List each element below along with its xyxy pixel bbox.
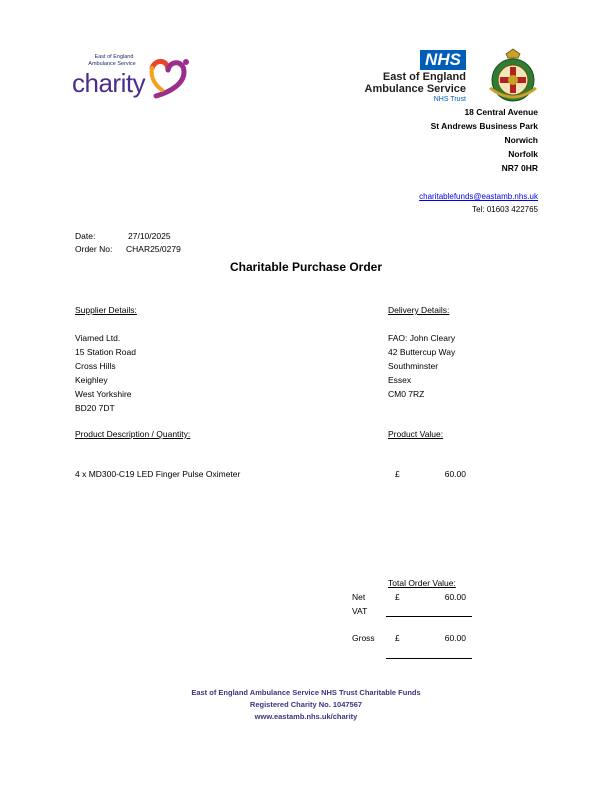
ambulance-crest-icon: [484, 48, 542, 104]
delivery-line: 42 Buttercup Way: [388, 347, 456, 357]
document-title: Charitable Purchase Order: [229, 260, 383, 274]
charity-logo-org-line1: East of England: [94, 54, 134, 60]
sender-address-line: NR7 0HR: [501, 163, 538, 173]
footer-line: www.eastamb.nhs.uk/charity: [254, 712, 358, 721]
charity-logo-wordmark: charity: [72, 68, 146, 98]
total-order-value-heading: Total Order Value:: [388, 578, 456, 588]
vat-label: VAT: [352, 606, 368, 616]
delivery-line: Essex: [388, 375, 412, 385]
nhs-trust-label: NHS Trust: [433, 96, 466, 103]
sender-address-line: Norwich: [504, 135, 538, 145]
sender-address-line: Norfolk: [508, 149, 538, 159]
net-value: 60.00: [444, 592, 466, 602]
gross-currency: £: [395, 633, 400, 643]
delivery-line: CM0 7RZ: [388, 389, 425, 399]
charity-logo-org-line2: Ambulance Service: [88, 61, 136, 67]
sender-address-line: St Andrews Business Park: [430, 121, 538, 131]
nhs-org-line2: Ambulance Service: [364, 83, 466, 95]
product-value-heading: Product Value:: [388, 429, 444, 439]
date-value: 27/10/2025: [128, 231, 171, 241]
net-currency: £: [395, 592, 400, 602]
supplier-line: BD20 7DT: [75, 403, 115, 413]
product-item-description: 4 x MD300-C19 LED Finger Pulse Oximeter: [75, 469, 241, 479]
date-label: Date:: [75, 231, 96, 241]
sender-address-line: 18 Central Avenue: [464, 107, 538, 117]
supplier-heading: Supplier Details:: [75, 305, 137, 315]
order-number-label: Order No:: [75, 244, 113, 254]
supplier-line: Viamed Ltd.: [75, 333, 121, 343]
delivery-line: Southminster: [388, 361, 439, 371]
footer-line: East of England Ambulance Service NHS Trust Charitable Funds: [191, 688, 421, 697]
supplier-line: Keighley: [75, 375, 108, 385]
supplier-line: Cross Hills: [75, 361, 116, 371]
gross-divider: [386, 658, 472, 659]
product-description-heading: Product Description / Quantity:: [75, 429, 191, 439]
delivery-line: FAO: John Cleary: [388, 333, 456, 343]
order-number-value: CHAR25/0279: [126, 244, 181, 254]
supplier-line: 15 Station Road: [75, 347, 136, 357]
net-label: Net: [352, 592, 366, 602]
nhs-org-line1: East of England: [382, 71, 466, 83]
gross-label: Gross: [352, 633, 375, 643]
delivery-heading: Delivery Details:: [388, 305, 450, 315]
sender-telephone: Tel: 01603 422765: [472, 205, 538, 214]
nhs-logo: NHS: [420, 50, 466, 70]
charity-logo: [70, 54, 195, 104]
vat-divider: [386, 616, 472, 617]
product-item-currency: £: [395, 469, 400, 479]
footer-line: Registered Charity No. 1047567: [249, 700, 363, 709]
product-item-value: 60.00: [444, 469, 466, 479]
heart-swoosh-icon: [146, 56, 190, 102]
gross-value: 60.00: [444, 633, 466, 643]
footer: [0, 687, 612, 723]
sender-email-link[interactable]: charitablefunds@eastamb.nhs.uk: [419, 192, 538, 201]
supplier-line: West Yorkshire: [75, 389, 132, 399]
